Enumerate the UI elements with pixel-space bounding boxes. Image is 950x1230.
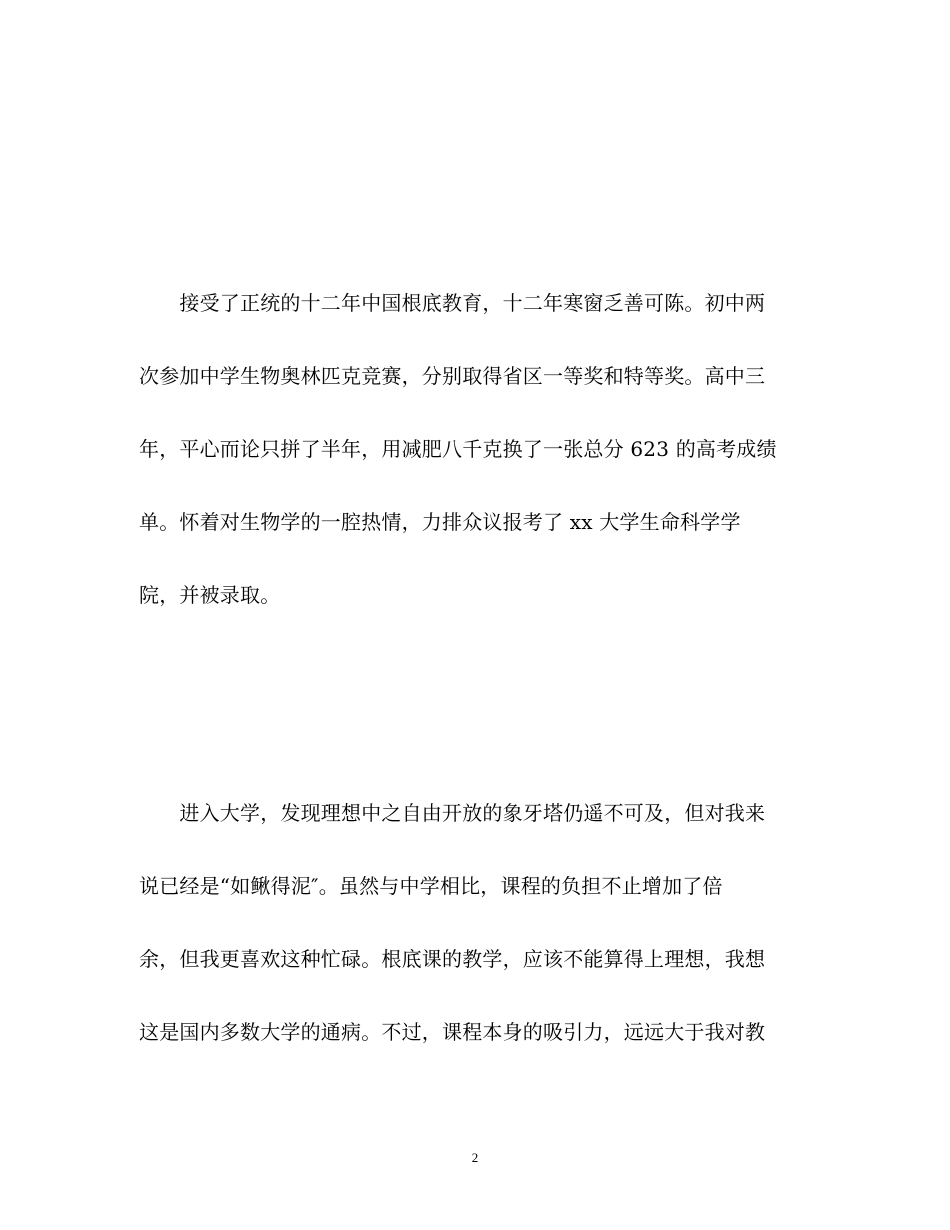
paragraph-2-line-4: 这是国内多数大学的通病。不过，课程本身的吸引力，远远大于我对教 [139,1020,766,1044]
paragraph-1-line-5: 院，并被录取。 [139,583,281,607]
paragraph-2-line-1: 进入大学，发现理想中之自由开放的象牙塔仍遥不可及，但对我来 [139,801,766,825]
paragraph-1-line-4: 单。怀着对生物学的一腔热情，力排众议报考了 xx 大学生命科学学 [139,510,741,534]
paragraph-1-line-3: 年，平心而论只拼了半年，用减肥八千克换了一张总分 623 的高考成绩 [139,437,777,461]
paragraph-2-line-2: 说已经是“如鳅得泥″。虽然与中学相比，课程的负担不止增加了倍 [139,874,723,898]
paragraph-2-line-3: 余，但我更喜欢这种忙碌。根底课的教学，应该不能算得上理想，我想 [139,947,766,971]
paragraph-1-line-1: 接受了正统的十二年中国根底教育，十二年寒窗乏善可陈。初中两 [139,291,766,315]
page-number: 2 [471,1150,479,1165]
paragraph-1-line-2: 次参加中学生物奥林匹克竞赛，分别取得省区一等奖和特等奖。高中三 [139,364,766,388]
